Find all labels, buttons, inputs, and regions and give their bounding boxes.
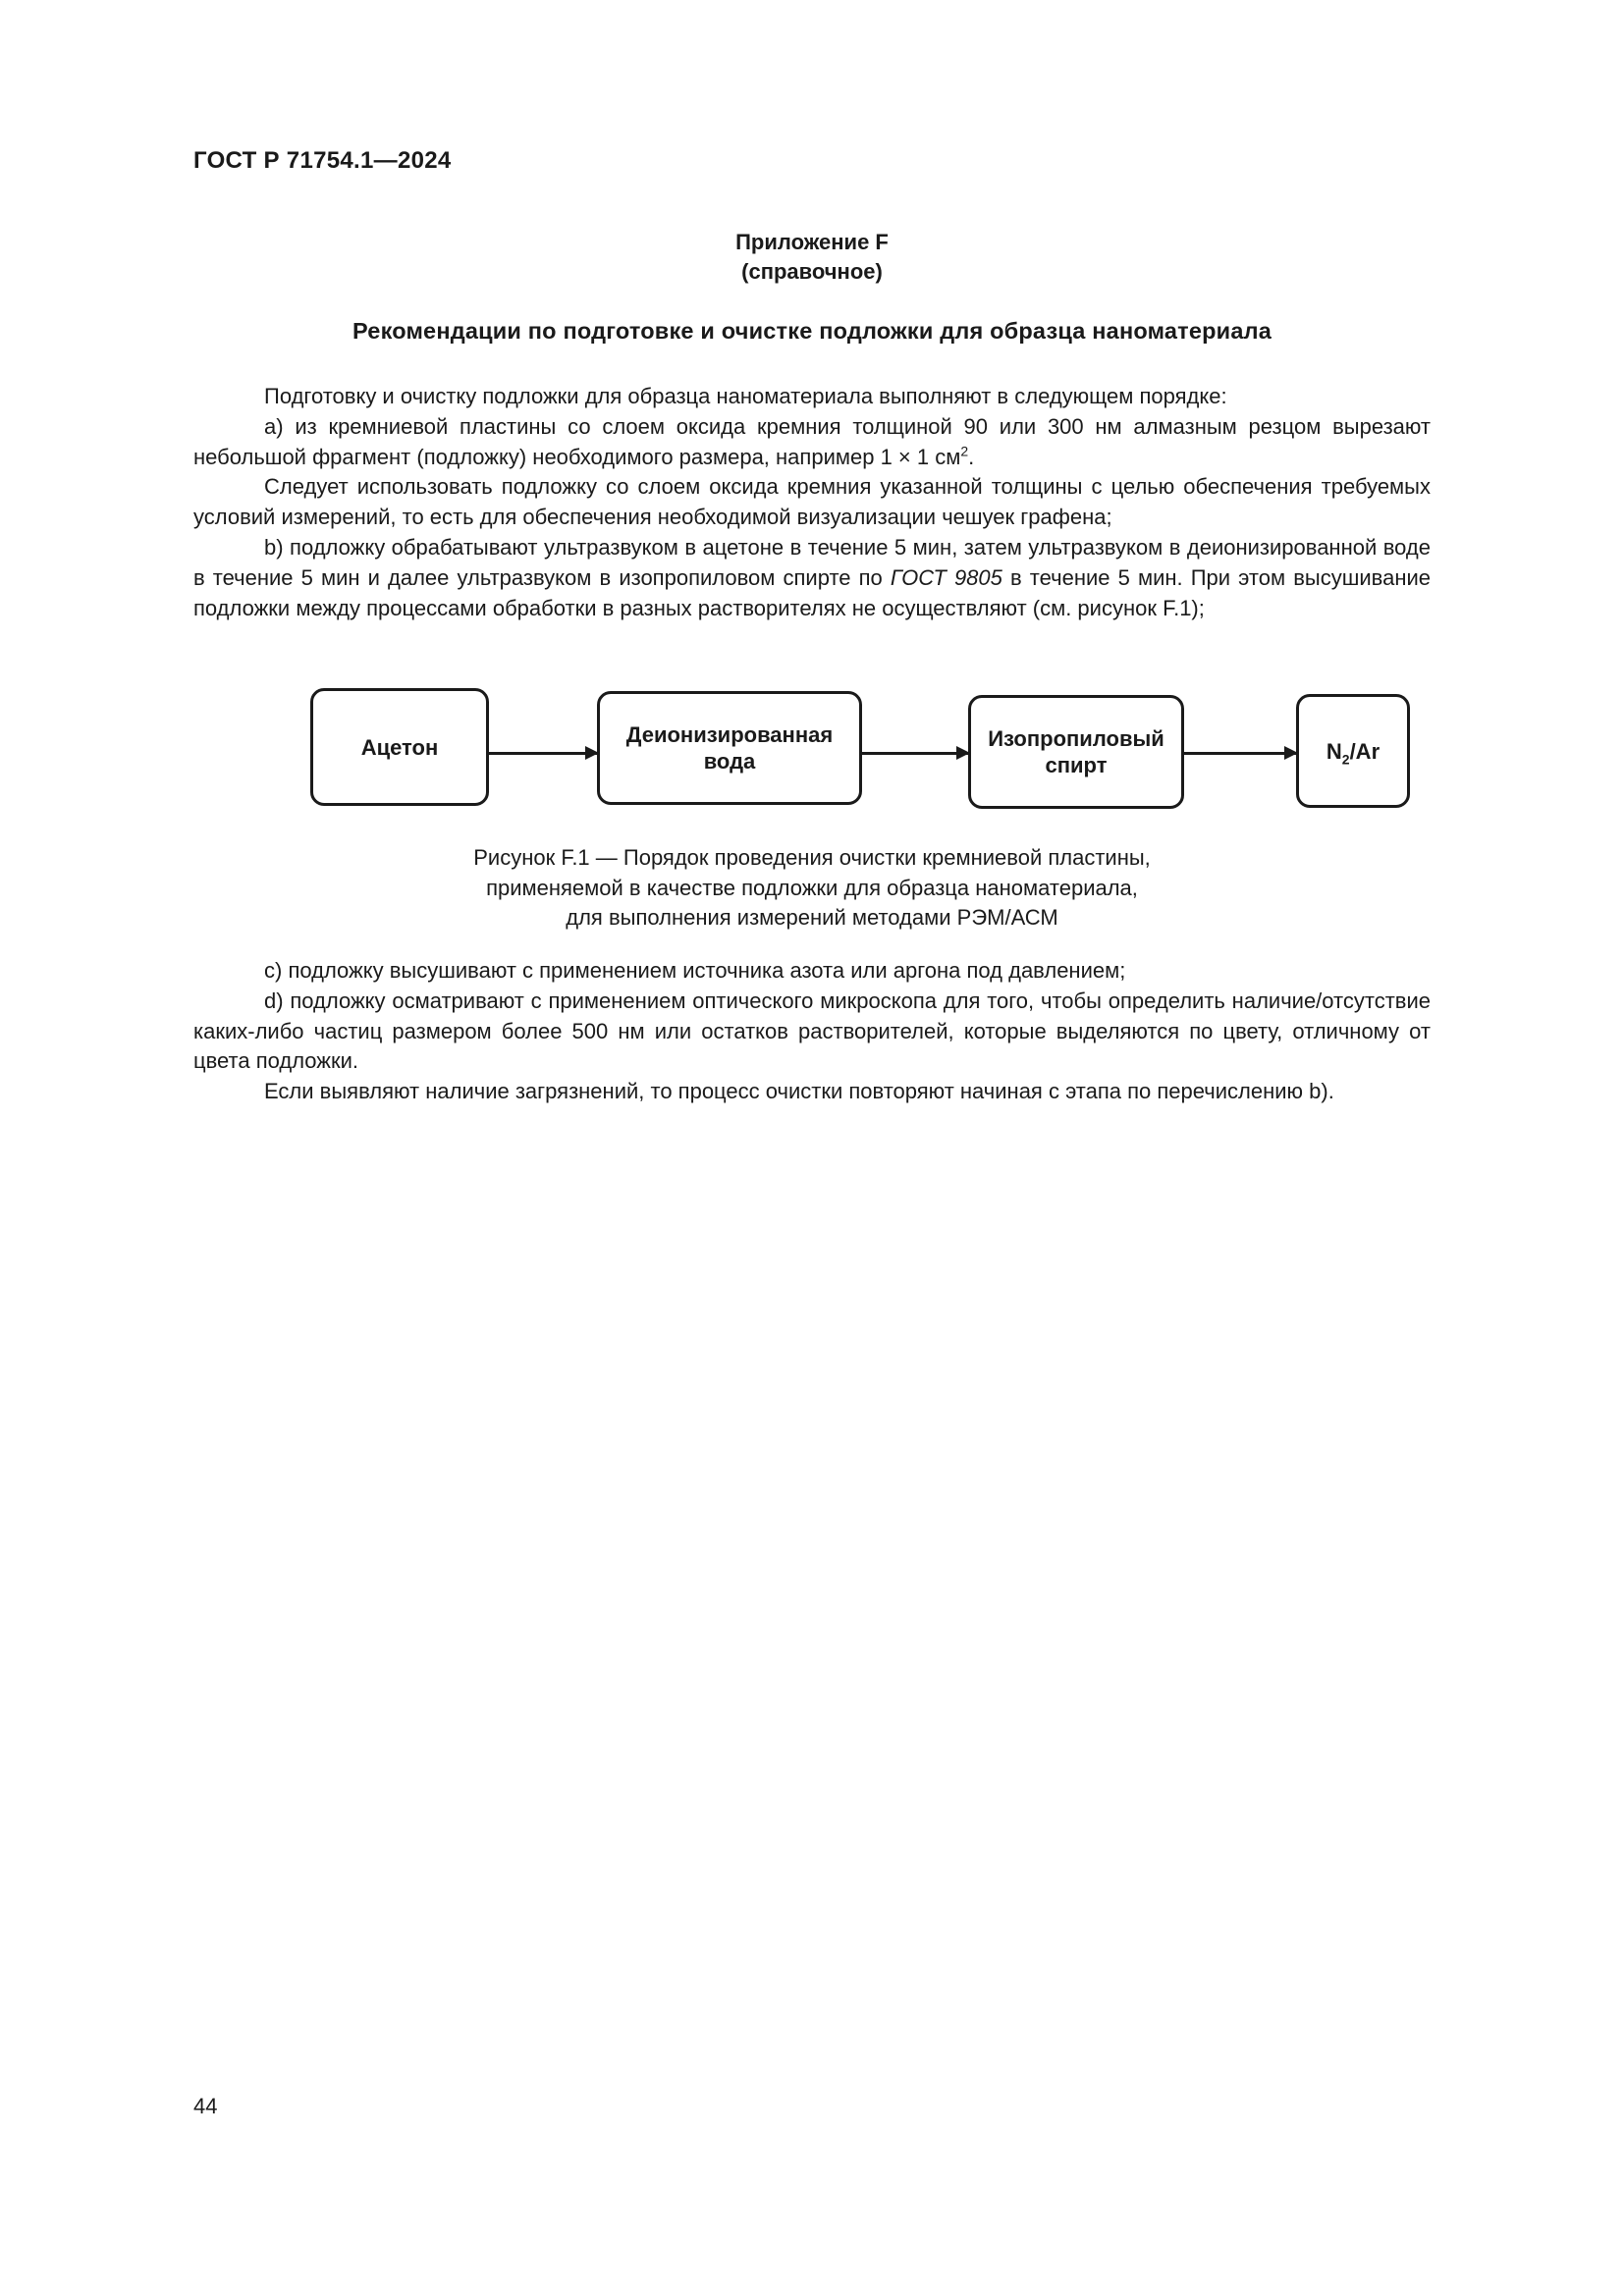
flow-step-nitrogen-argon (1296, 694, 1410, 808)
flow-step-label: Ацетон (360, 734, 439, 760)
page-number: 44 (193, 2094, 218, 2118)
caption-line: Рисунок F.1 — Порядок проведения очистки кремниевой пластины, (473, 845, 1151, 870)
flow-arrow (1184, 752, 1296, 755)
flow-arrow (862, 752, 968, 755)
caption-line: для выполнения измерений методами РЭМ/АСМ (566, 905, 1058, 930)
flow-n: N (1326, 738, 1342, 764)
item-a-end: . (968, 444, 975, 469)
figure-caption (0, 843, 1624, 934)
flow-step-label: Деионизированная (625, 722, 834, 747)
flow-arrow (489, 752, 597, 755)
paragraph-item-d: d) подложку осматривают с применением оптического микроскопа для того, чтобы определить наличие/отсутствие каких-либо частиц размером более 500 нм или остатков растворителей, которые выделяются по цвету, отличному от цвета подложки. (193, 988, 1431, 1074)
flow-ar: /Ar (1349, 738, 1380, 764)
body-text-bottom (193, 956, 1431, 1107)
document-title: Рекомендации по подготовке и очистке подложки для образца наноматериала (352, 318, 1272, 344)
flow-step-deionized-water (597, 691, 862, 805)
appendix-type: (справочное) (741, 259, 883, 284)
flow-step-isopropyl-alcohol (968, 695, 1184, 809)
paragraph-item-c: с) подложку высушивают с применением источника азота или аргона под давлением; (264, 958, 1126, 983)
standard-code: ГОСТ Р 71754.1—2024 (193, 147, 452, 174)
item-a-superscript: 2 (960, 443, 969, 459)
item-b-end: в течение 5 мин. При этом высушивание подложки между процессами обработки в разных растворителях не осуществляют (см. рисунок F.1); (193, 564, 1431, 620)
appendix-title: Приложение F (735, 230, 889, 254)
paragraph-intro: Подготовку и очистку подложки для образца наноматериала выполняют в следующем порядке: (264, 384, 1227, 408)
flow-n-subscript: 2 (1341, 750, 1350, 767)
paragraph-conclusion: Если выявляют наличие загрязнений, то процесс очистки повторяют начиная с этапа по перечислению b). (264, 1079, 1334, 1104)
paragraph-note: Следует использовать подложку со слоем оксида кремния указанной толщины с целью обеспечения требуемых условий измерений, то есть для обеспечения необходимой визуализации чешуек графена; (193, 474, 1431, 530)
item-a-text: а) из кремниевой пластины со слоем оксида кремния толщиной 90 или 300 нм алмазным резцом вырезают небольшой фрагмент (подложку) необходимого размера, например 1 × 1 см (193, 413, 1431, 469)
caption-line: применяемой в качестве подложки для образца наноматериала, (486, 875, 1138, 900)
cleaning-flowchart (0, 0, 1624, 883)
flow-step-label (1326, 738, 1380, 765)
flow-step-label: спирт (1045, 753, 1108, 777)
item-b-text: b) подложку обрабатывают ультразвуком в ацетоне в течение 5 мин, затем ультразвуком в деионизированной воде в течение 5 мин и далее ультразвуком в изопропиловом спирте по (193, 534, 1431, 590)
flow-step-label: Изопропиловый (988, 726, 1164, 751)
flow-step-acetone (310, 688, 489, 806)
standard-reference: ГОСТ 9805 (890, 564, 1002, 590)
flow-step-label: вода (703, 749, 756, 774)
